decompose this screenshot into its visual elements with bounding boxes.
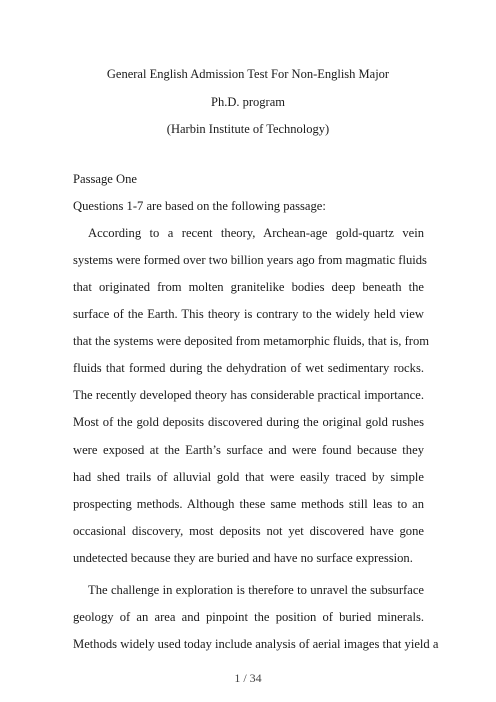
passage-label: Passage One bbox=[73, 172, 138, 186]
body-line: had shed trails of alluvial gold that were easily traced by simple bbox=[73, 470, 424, 484]
body-line: were exposed at the Earth’s surface and were found because they bbox=[73, 443, 424, 457]
body-line: that the systems were deposited from metamorphic fluids, that is, from bbox=[73, 334, 430, 348]
body-line: fluids that formed during the dehydration of wet sedimentary rocks. bbox=[73, 361, 424, 375]
questions-intro: Questions 1-7 are based on the following passage: bbox=[73, 199, 326, 213]
page-indicator: 1 / 34 bbox=[234, 671, 262, 685]
body-line: systems were formed over two billion years ago from magmatic fluids bbox=[73, 253, 427, 267]
body-line: occasional discovery, most deposits not yet discovered have gone bbox=[73, 524, 424, 538]
body-line: The recently developed theory has considerable practical importance. bbox=[73, 388, 424, 402]
document-title: General English Admission Test For Non-English Major bbox=[106, 67, 390, 81]
program-subtitle: Ph.D. program bbox=[211, 95, 285, 109]
body-line: geology of an area and pinpoint the position of buried minerals. bbox=[73, 610, 424, 624]
body-line: According to a recent theory, Archean-age gold-quartz vein bbox=[88, 226, 424, 240]
body-line: prospecting methods. Although these same methods still leas to an bbox=[73, 497, 424, 511]
body-line: undetected because they are buried and have no surface expression. bbox=[73, 551, 413, 565]
body-line: The challenge in exploration is therefore to unravel the subsurface bbox=[88, 583, 424, 597]
body-line: Methods widely used today include analysis of aerial images that yield a bbox=[73, 637, 439, 651]
institution-subtitle: (Harbin Institute of Technology) bbox=[166, 122, 330, 136]
body-line: that originated from molten granitelike bodies deep beneath the bbox=[73, 280, 424, 294]
body-line: surface of the Earth. This theory is contrary to the widely held view bbox=[73, 307, 424, 321]
body-line: Most of the gold deposits discovered during the original gold rushes bbox=[73, 415, 424, 429]
